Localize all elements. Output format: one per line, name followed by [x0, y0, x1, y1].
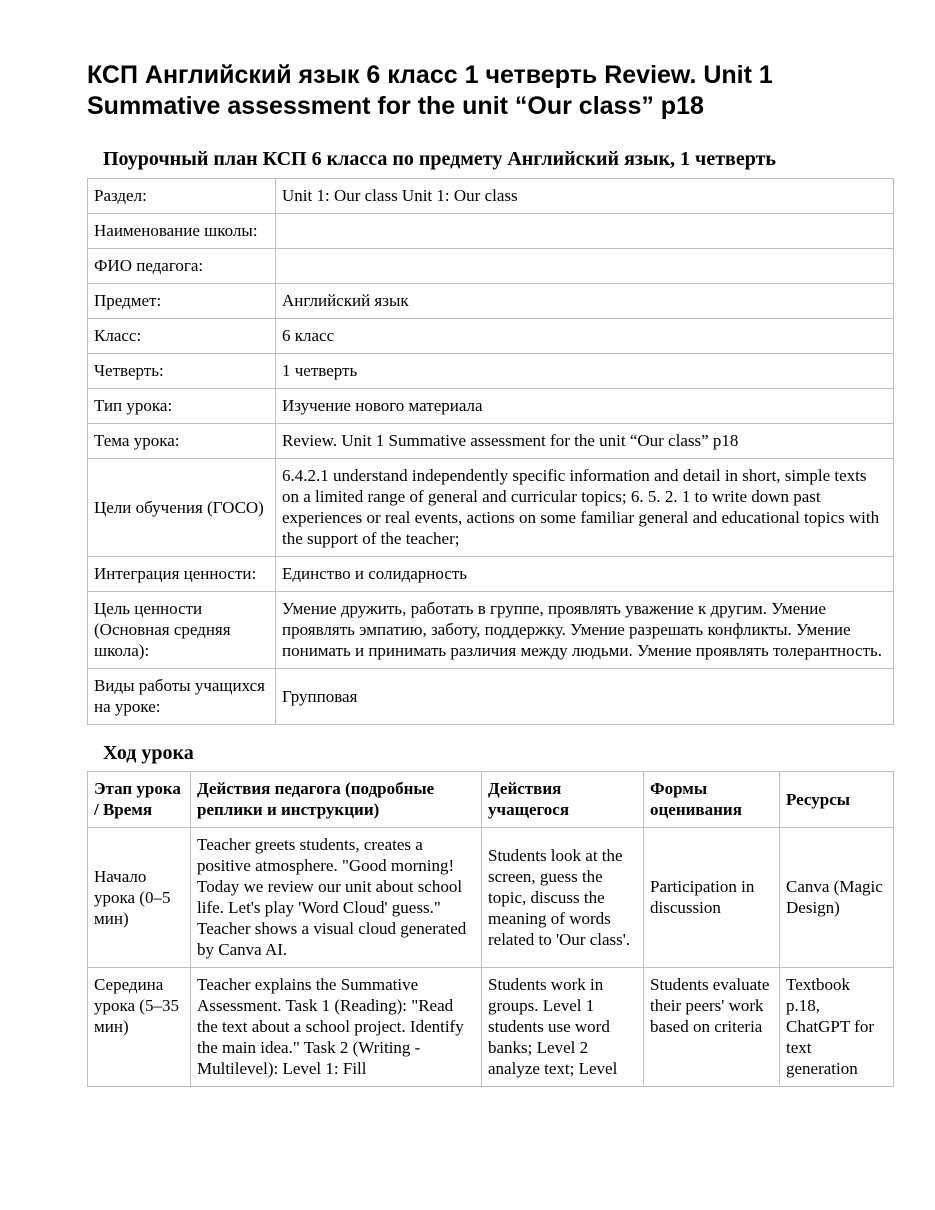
plan-row-lesson-type	[88, 389, 894, 424]
plan-value: Единство и солидарность	[276, 557, 894, 592]
plan-label: Виды работы учащихся на уроке:	[88, 669, 276, 725]
plan-label: Цели обучения (ГОСО)	[88, 459, 276, 557]
plan-value: Изучение нового материала	[276, 389, 894, 424]
plan-value: Английский язык	[276, 284, 894, 319]
plan-row-section	[88, 179, 894, 214]
flow-assessment: Participation in discussion	[644, 828, 780, 968]
plan-label: Класс:	[88, 319, 276, 354]
plan-row-lesson-topic	[88, 424, 894, 459]
plan-label: Раздел:	[88, 179, 276, 214]
plan-row-grade	[88, 319, 894, 354]
flow-header-row	[88, 772, 894, 828]
plan-label: Тип урока:	[88, 389, 276, 424]
plan-row-quarter	[88, 354, 894, 389]
plan-row-learning-goals	[88, 459, 894, 557]
plan-label: Цель ценности (Основная средняя школа):	[88, 592, 276, 669]
flow-teacher-actions: Teacher explains the Summative Assessment. Task 1 (Reading): "Read the text about a school project. Identify the main idea." Task 2 (Writing - Multilevel): Level 1: Fill	[191, 968, 482, 1087]
plan-value: Review. Unit 1 Summative assessment for the unit “Our class” p18	[276, 424, 894, 459]
flow-header-resources: Ресурсы	[780, 772, 894, 828]
flow-header-teacher: Действия педагога (подробные реплики и инструкции)	[191, 772, 482, 828]
plan-value: Unit 1: Our class Unit 1: Our class	[276, 179, 894, 214]
flow-header-assessment: Формы оценивания	[644, 772, 780, 828]
plan-row-value-goal	[88, 592, 894, 669]
flow-student-actions: Students look at the screen, guess the topic, discuss the meaning of words related to 'Our class'.	[482, 828, 644, 968]
plan-heading: Поурочный план КСП 6 класса по предмету Английский язык, 1 четверть	[103, 148, 776, 170]
plan-label: Тема урока:	[88, 424, 276, 459]
plan-row-value-integration	[88, 557, 894, 592]
flow-header-students: Действия учащегося	[482, 772, 644, 828]
plan-label: Четверть:	[88, 354, 276, 389]
plan-row-subject	[88, 284, 894, 319]
plan-label: Наименование школы:	[88, 214, 276, 249]
plan-label: Предмет:	[88, 284, 276, 319]
plan-value: 6 класс	[276, 319, 894, 354]
flow-stage: Начало урока (0–5 мин)	[88, 828, 191, 968]
document-page	[87, 0, 893, 1087]
flow-row-beginning	[88, 828, 894, 968]
flow-row-middle	[88, 968, 894, 1087]
plan-row-teacher-name	[88, 249, 894, 284]
plan-value	[276, 214, 894, 249]
flow-resources: Textbook p.18, ChatGPT for text generation	[780, 968, 894, 1087]
plan-value	[276, 249, 894, 284]
flow-teacher-actions: Teacher greets students, creates a positive atmosphere. "Good morning! Today we review our unit about school life. Let's play 'Word Cloud' guess." Teacher shows a visual cloud generated by Canva AI.	[191, 828, 482, 968]
plan-value: 6.4.2.1 understand independently specific information and detail in short, simple texts on a limited range of general and curricular topics; 6. 5. 2. 1 to write down past experiences or real events, actions on some familiar general and educational topics with the support of the teacher;	[276, 459, 894, 557]
plan-row-work-types	[88, 669, 894, 725]
flow-assessment: Students evaluate their peers' work based on criteria	[644, 968, 780, 1087]
lesson-plan-table	[87, 178, 894, 725]
plan-row-school	[88, 214, 894, 249]
flow-header-stage: Этап урока / Время	[88, 772, 191, 828]
flow-student-actions: Students work in groups. Level 1 students use word banks; Level 2 analyze text; Level	[482, 968, 644, 1087]
plan-value: 1 четверть	[276, 354, 894, 389]
plan-value: Групповая	[276, 669, 894, 725]
plan-label: Интеграция ценности:	[88, 557, 276, 592]
document-title: КСП Английский язык 6 класс 1 четверть Review. Unit 1 Summative assessment for the unit “Our class” p18	[87, 61, 773, 120]
plan-label: ФИО педагога:	[88, 249, 276, 284]
lesson-flow-heading: Ход урока	[103, 742, 194, 764]
flow-resources: Canva (Magic Design)	[780, 828, 894, 968]
plan-value: Умение дружить, работать в группе, проявлять уважение к другим. Умение проявлять эмпатию, заботу, поддержку. Умение разрешать конфликты. Умение понимать и принимать различия между людьми. Умение проявлять толерантность.	[276, 592, 894, 669]
flow-stage: Середина урока (5–35 мин)	[88, 968, 191, 1087]
lesson-flow-table	[87, 771, 894, 1087]
